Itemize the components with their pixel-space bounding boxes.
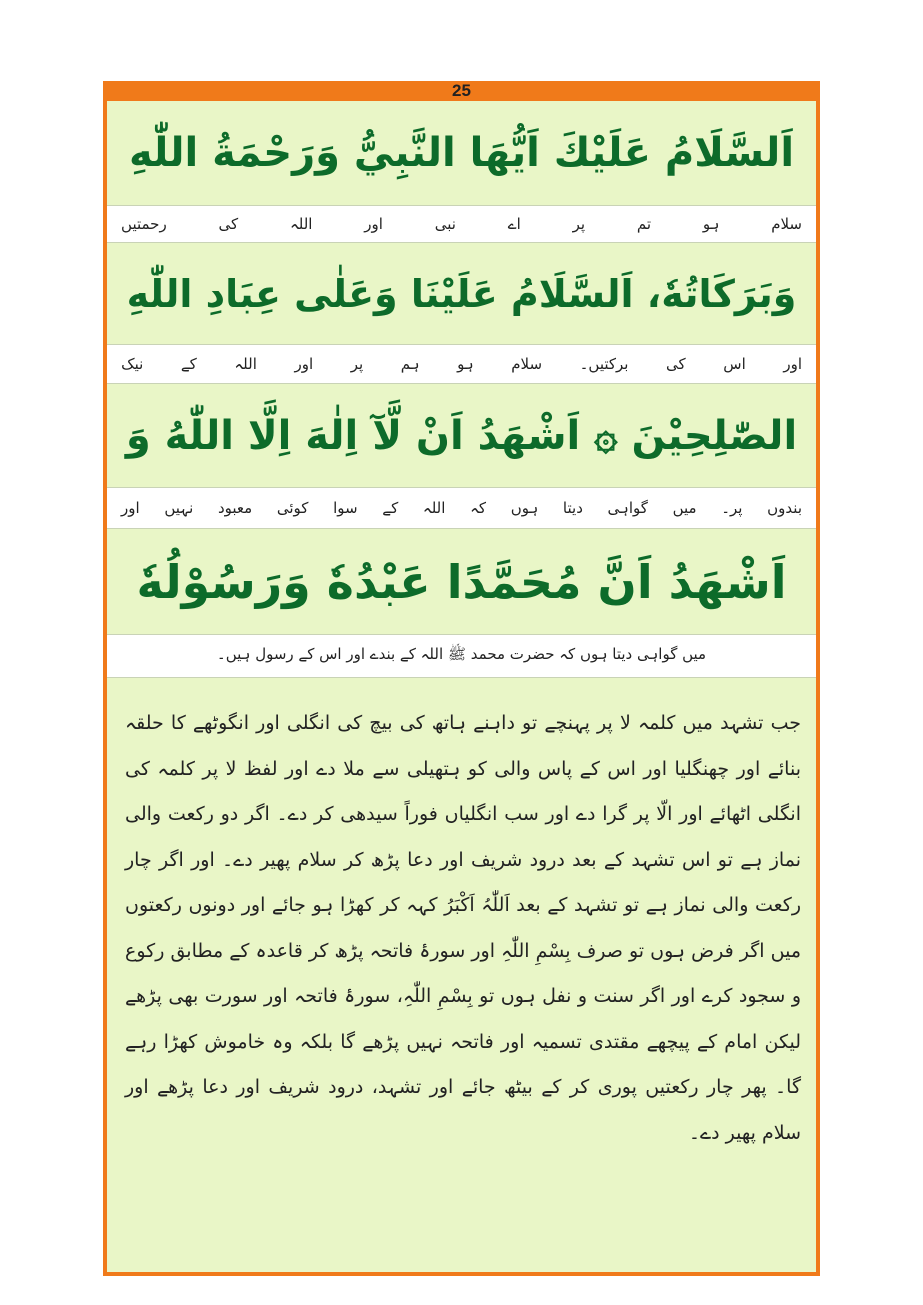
word: سلام bbox=[771, 215, 802, 233]
word: اے bbox=[507, 215, 521, 233]
word: اور bbox=[783, 355, 802, 373]
word: کے bbox=[180, 355, 197, 373]
final-translation-row bbox=[107, 634, 816, 678]
word: دیتا bbox=[562, 499, 583, 517]
word: کی bbox=[218, 215, 239, 233]
page-number: 25 bbox=[452, 81, 471, 100]
instructions-text bbox=[125, 701, 801, 1156]
word: سوا bbox=[333, 499, 358, 517]
page-header-bar bbox=[103, 81, 820, 101]
arabic-text: الصّٰلِحِيْنَ ۞ اَشْهَدُ اَنْ لَّآ اِلٰهَ اِلَّا اللّٰهُ وَ bbox=[125, 413, 798, 459]
word: پر bbox=[572, 215, 586, 233]
word: کوئی bbox=[276, 499, 309, 517]
arabic-line-4 bbox=[107, 531, 816, 633]
word-translation-row-2 bbox=[107, 344, 816, 384]
word: تم bbox=[636, 215, 652, 233]
arabic-line-1 bbox=[107, 103, 816, 203]
word-translation-row-1 bbox=[107, 205, 816, 243]
word: اللہ bbox=[422, 499, 446, 517]
word: اور bbox=[121, 499, 140, 517]
word: رحمتیں bbox=[121, 215, 167, 233]
arabic-text: وَبَرَكَاتُهٗ، اَلسَّلَامُ عَلَيْنَا وَعَلٰى عِبَادِ اللّٰهِ bbox=[126, 272, 797, 316]
word: برکتیں۔ bbox=[579, 355, 629, 373]
word: سلام bbox=[511, 355, 543, 373]
word-list bbox=[121, 215, 802, 233]
word: ہو bbox=[702, 215, 720, 233]
word: نیک bbox=[121, 355, 144, 373]
word: ہوں bbox=[510, 499, 539, 517]
instructions-paragraph: جب تشہد میں کلمہ لا پر پہنچے تو داہنے ہاتھ کی بیچ کی انگلی اور انگوٹھے کا حلقہ بنائے اور چھنگلیا اور اس کے پاس والی کو ہتھیلی سے ملا دے اور لفظ لا پر کلمہ کی انگلی اٹھائے اور الّا پر گرا دے اور سب انگلیاں فوراً سیدھی کر دے۔ اگر دو رکعت والی نماز ہے تو اس تشہد کے بعد درود شریف اور دعا پڑھ کر سلام پھیر دے۔ اور اگر چار رکعت والی نماز ہے تو تشہد کے بعد اَللّٰہُ اَکْبَرُ کہہ کر کھڑا ہو جائے اور دونوں رکعتوں میں اگر فرض ہوں تو صرف بِسْمِ اللّٰہِ اور سورۂ فاتحہ پڑھ کر قاعدہ کے مطابق رکوع و سجود کرے اور اگر سنت و نفل ہوں تو بِسْمِ اللّٰہِ، سورۂ فاتحہ اور سورت بھی پڑھے لیکن امام کے پیچھے مقتدی تسمیہ اور فاتحہ نہیں پڑھے گا بلکہ وہ خاموش کھڑا رہے گا۔ پھر چار رکعتیں پوری کر کے بیٹھ جائے اور تشہد، درود شریف اور دعا پڑھے اور سلام پھیر دے۔ bbox=[125, 712, 801, 1144]
word: بندوں bbox=[767, 499, 802, 517]
arabic-line-3 bbox=[107, 386, 816, 486]
arabic-line-2 bbox=[107, 245, 816, 343]
word: اللہ bbox=[234, 355, 257, 373]
word-translation-row-3 bbox=[107, 487, 816, 529]
word: پر۔ bbox=[721, 499, 743, 517]
word: اس bbox=[723, 355, 746, 373]
word: نہیں bbox=[164, 499, 194, 517]
final-translation-text: میں گواہی دیتا ہوں کہ حضرت محمد ﷺ اللہ کے بندے اور اس کے رسول ہیں۔ bbox=[216, 645, 707, 663]
word: کہ bbox=[470, 499, 487, 517]
word: کی bbox=[666, 355, 686, 373]
word: معبود bbox=[217, 499, 253, 517]
arabic-text: اَلسَّلَامُ عَلَيْكَ اَيُّهَا النَّبِيُّ وَرَحْمَةُ اللّٰهِ bbox=[128, 130, 795, 176]
word-list bbox=[121, 355, 802, 373]
word: اللہ bbox=[289, 215, 313, 233]
word: گواہی bbox=[607, 499, 648, 517]
arabic-text: اَشْهَدُ اَنَّ مُحَمَّدًا عَبْدُهٗ وَرَسُوْلُهٗ bbox=[136, 555, 787, 609]
word: میں bbox=[672, 499, 697, 517]
word: اور bbox=[294, 355, 314, 373]
word: ہم bbox=[400, 355, 420, 373]
word: ہو bbox=[457, 355, 474, 373]
word-list bbox=[121, 499, 802, 517]
word: کے bbox=[382, 499, 399, 517]
word: نبی bbox=[434, 215, 456, 233]
word: اور bbox=[364, 215, 383, 233]
book-page bbox=[103, 81, 820, 1276]
word: پر bbox=[350, 355, 364, 373]
